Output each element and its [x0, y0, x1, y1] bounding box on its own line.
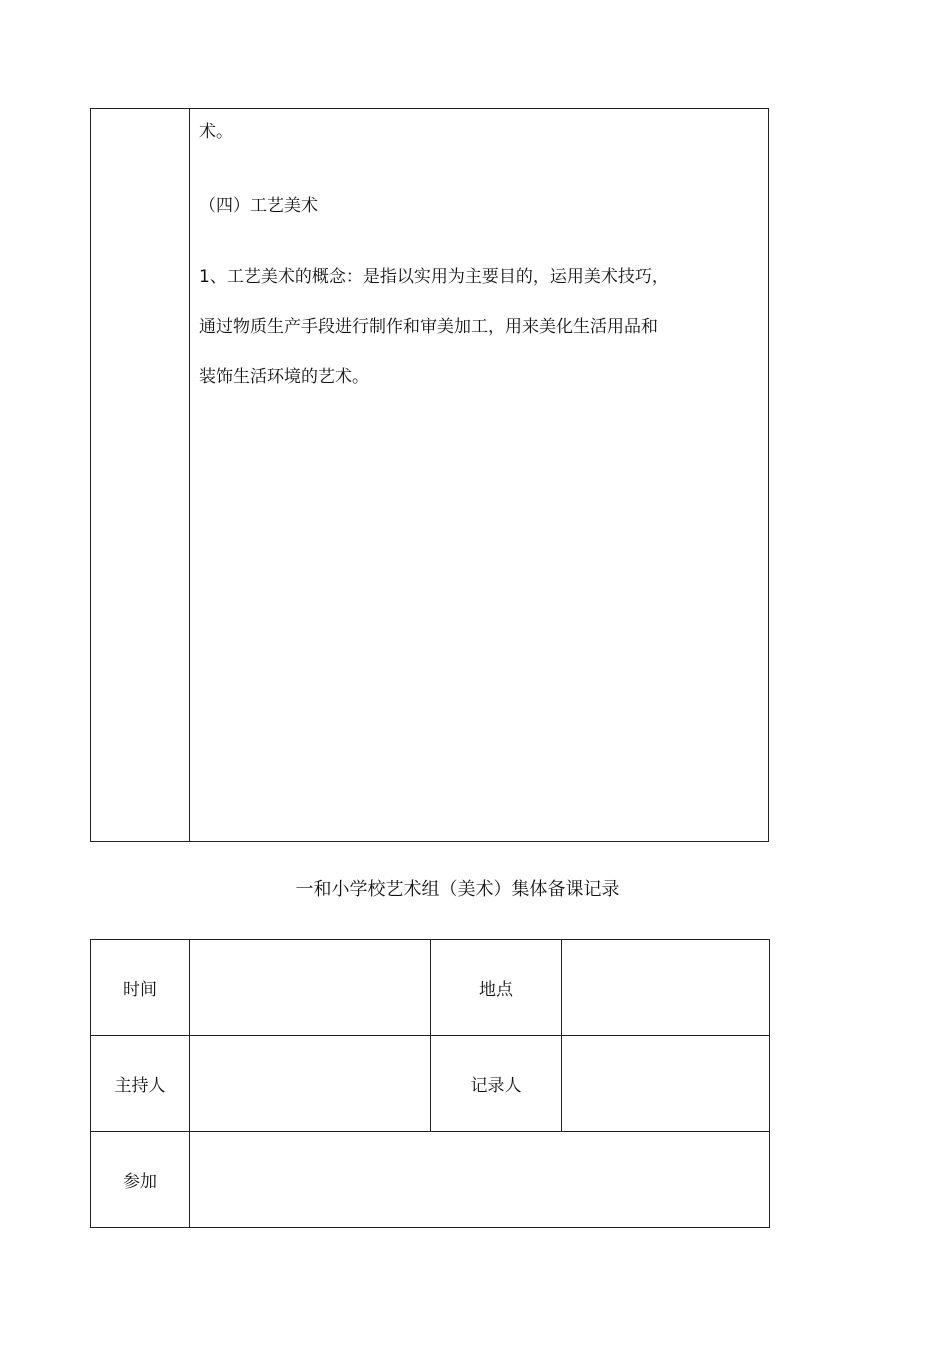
lesson-content-right-cell	[190, 109, 768, 841]
place-label: 地点	[431, 940, 562, 1036]
time-label: 时间	[91, 940, 190, 1036]
content-line: 1、工艺美术的概念：是指以实用为主要目的，运用美术技巧，	[199, 267, 669, 287]
content-line: 装饰生活环境的艺术。	[199, 367, 369, 387]
lesson-content-table	[90, 108, 769, 842]
content-line: 通过物质生产手段进行制作和审美加工，用来美化生活用品和	[199, 317, 658, 337]
recorder-label: 记录人	[431, 1036, 562, 1132]
content-line: （四）工艺美术	[199, 196, 318, 216]
lesson-content-left-cell	[91, 109, 190, 841]
recorder-value-cell[interactable]	[562, 1036, 770, 1132]
host-value-cell[interactable]	[190, 1036, 431, 1132]
time-value-cell[interactable]	[190, 940, 431, 1036]
lesson-record-table	[90, 939, 770, 1228]
record-title: 一和小学校艺术组（美术）集体备课记录	[295, 879, 620, 900]
place-value-cell[interactable]	[562, 940, 770, 1036]
participants-value-cell[interactable]	[190, 1132, 770, 1228]
participants-label: 参加	[91, 1132, 190, 1228]
host-label: 主持人	[91, 1036, 190, 1132]
content-line: 术。	[199, 122, 233, 142]
